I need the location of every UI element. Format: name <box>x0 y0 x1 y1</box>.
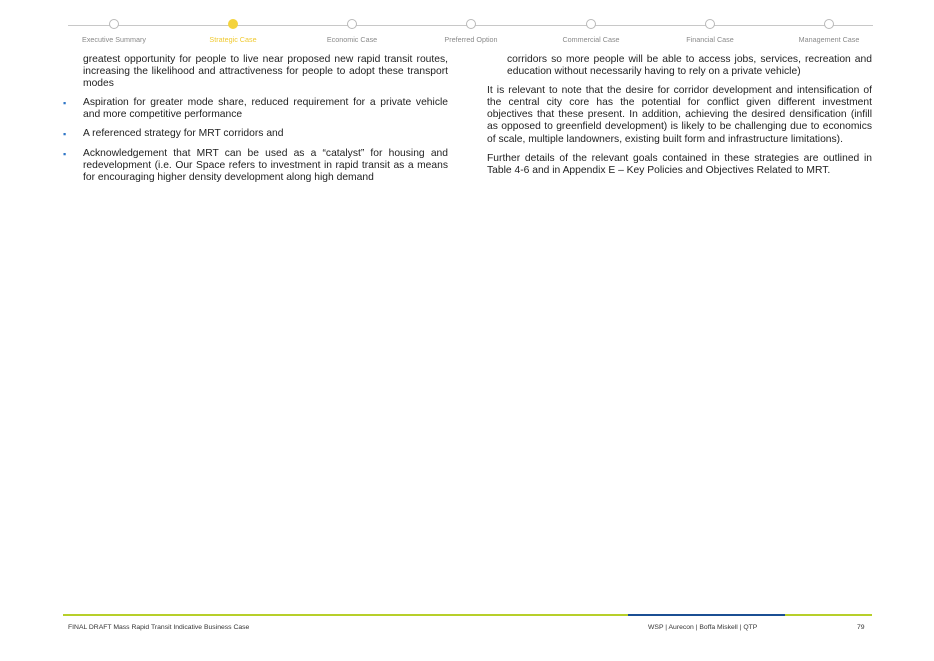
step-label: Executive Summary <box>82 35 146 44</box>
step-management-case[interactable] <box>769 19 889 44</box>
footer-rule <box>63 614 872 616</box>
step-dot <box>347 19 357 29</box>
continued-bullet-text: greatest opportunity for people to live near proposed new rapid transit routes, increasing the likelihood and attractiveness for people to adopt these transport modes <box>83 54 448 90</box>
bullet-item <box>63 148 448 184</box>
step-label: Strategic Case <box>209 35 257 44</box>
section-progress-nav <box>68 14 873 48</box>
right-column <box>487 54 872 177</box>
step-label: Management Case <box>798 35 860 44</box>
step-label: Economic Case <box>326 35 378 44</box>
square-bullet-icon: ▪ <box>63 129 67 140</box>
step-dot-active <box>228 19 238 29</box>
footer-rule-accent <box>628 614 785 616</box>
left-column <box>63 54 448 184</box>
square-bullet-icon: ▪ <box>63 148 67 159</box>
step-preferred-option[interactable] <box>411 19 531 44</box>
body-paragraph: It is relevant to note that the desire for corridor development and intensification of the central city core has the potential for conflict given different investment objectives that these present. In addition, achieving the desired densification (infill as opposed to greenfield development) is likely to be challenging due to economics of scale, multiple landowners, existing built form and infrastructure limitations). <box>487 85 872 145</box>
step-dot <box>705 19 715 29</box>
bullet-item <box>63 97 448 121</box>
step-label: Financial Case <box>686 35 734 44</box>
step-executive-summary[interactable] <box>54 19 174 44</box>
step-dot <box>466 19 476 29</box>
bullet-text: Acknowledgement that MRT can be used as a “catalyst” for housing and redevelopment (i.e. Our Space refers to investment in rapid transit as a means for encouraging higher density development along high demand <box>83 147 448 183</box>
step-financial-case[interactable] <box>650 19 770 44</box>
continued-bullet-text: corridors so more people will be able to access jobs, services, recreation and education without necessarily having to rely on a private vehicle) <box>507 54 872 78</box>
bullet-text: A referenced strategy for MRT corridors and <box>83 128 284 140</box>
step-label: Commercial Case <box>562 35 620 44</box>
step-dot <box>109 19 119 29</box>
step-economic-case[interactable] <box>292 19 412 44</box>
page-number: 79 <box>857 624 865 631</box>
bullet-item <box>63 128 448 140</box>
bullet-text: Aspiration for greater mode share, reduced requirement for a private vehicle and more competitive performance <box>83 97 448 121</box>
footer-authors: WSP | Aurecon | Boffa Miskell | QTP <box>648 624 758 631</box>
step-dot <box>824 19 834 29</box>
square-bullet-icon: ▪ <box>63 98 67 109</box>
step-label: Preferred Option <box>444 35 498 44</box>
step-strategic-case[interactable] <box>173 19 293 44</box>
step-commercial-case[interactable] <box>531 19 651 44</box>
step-dot <box>586 19 596 29</box>
body-paragraph: Further details of the relevant goals contained in these strategies are outlined in Table 4-6 and in Appendix E – Key Policies and Objectives Related to MRT. <box>487 152 872 176</box>
footer-document-title: FINAL DRAFT Mass Rapid Transit Indicative Business Case <box>68 624 250 631</box>
